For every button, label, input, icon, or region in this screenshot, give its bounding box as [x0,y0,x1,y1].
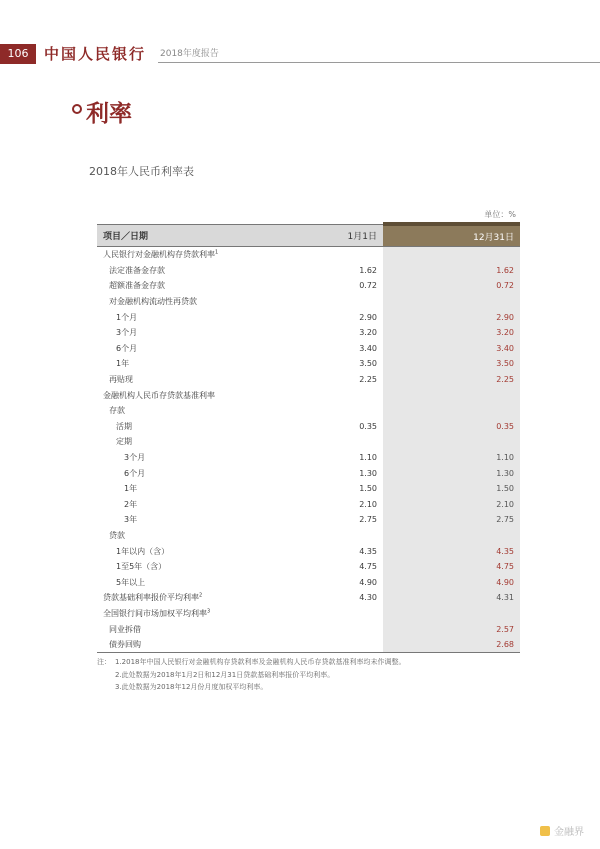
value-jan1: 4.90 [359,577,377,587]
value-jan1 [288,403,383,419]
row-label [97,387,288,403]
value-jan1 [288,294,383,310]
value-dec31: 3.40 [383,341,520,357]
row-label [97,621,288,637]
value-jan1: 1.30 [359,468,377,478]
value-jan1: 1.10 [359,453,377,463]
value-dec31: 3.20 [383,325,520,341]
table-row [97,387,520,403]
row-label-text: 1年 [124,484,138,494]
watermark-logo-icon [540,826,550,836]
footnote-1: 1.2018年中国人民银行对金融机构存贷款利率及金融机构人民币存贷款基准利率均未作调整。 [115,658,406,666]
row-label-text: 6个月 [116,343,138,353]
row-label [97,450,288,466]
section-title-text: 利率 [86,101,132,127]
row-label-text: 定期 [116,437,132,447]
table-row [97,341,520,357]
value-dec31: 1.30 [383,465,520,481]
row-label [97,512,288,528]
value-jan1: 2.10 [359,499,377,509]
table-caption: 2018年人民币利率表 [89,165,194,178]
row-label-text: 金融机构人民币存贷款基准利率 [103,390,215,400]
value-dec31 [383,528,520,544]
footnote-marker: 2 [199,592,203,599]
footnote-3: 3.此处数据为2018年12月份月度加权平均利率。 [115,683,268,691]
table-row [97,528,520,544]
value-dec31: 4.90 [383,574,520,590]
row-label-text: 5年以上 [116,577,146,587]
table-row [97,606,520,622]
footnote-marker: 3 [207,608,211,615]
row-label [97,309,288,325]
value-dec31: 1.10 [383,450,520,466]
row-label [97,574,288,590]
row-label-text: 3年 [124,515,138,525]
row-label [97,497,288,513]
value-dec31: 3.50 [383,356,520,372]
value-jan1 [288,247,383,263]
table-row [97,497,520,513]
value-dec31: 2.75 [383,512,520,528]
row-label-text: 2年 [124,499,138,509]
table-row [97,590,520,606]
table-header-row [97,224,520,247]
value-dec31: 2.68 [383,637,520,653]
value-dec31: 0.72 [383,278,520,294]
row-label-text: 债券回购 [109,640,141,650]
table-row [97,481,520,497]
row-label-text: 贷款基础利率报价平均利率 [103,593,199,603]
value-dec31 [383,434,520,450]
value-jan1: 1.62 [359,265,377,275]
table-row [97,356,520,372]
footnote-marker: 1 [215,249,219,256]
table-row [97,309,520,325]
row-label [97,372,288,388]
row-label-text: 超额准备金存款 [109,281,165,291]
interest-rate-table [97,222,520,653]
row-label [97,637,288,653]
unit-note: 单位：% [484,210,516,219]
table-row [97,294,520,310]
row-label [97,247,288,263]
row-label-text: 3个月 [116,328,138,338]
table-row [97,278,520,294]
value-jan1: 1.50 [359,484,377,494]
value-jan1: 2.75 [359,515,377,525]
row-label-text: 对金融机构流动性再贷款 [109,297,197,307]
report-name: 2018年度报告 [160,49,219,59]
value-jan1 [288,637,383,653]
value-dec31 [383,387,520,403]
value-jan1 [288,387,383,403]
value-jan1: 3.50 [359,359,377,369]
column-header-jan1: 1月1日 [288,224,383,247]
page-header [0,44,600,64]
table-row [97,574,520,590]
value-jan1: 4.35 [359,546,377,556]
row-label-text: 3个月 [124,453,146,463]
table-row [97,403,520,419]
header-rule [158,62,600,63]
value-jan1: 4.30 [359,593,377,603]
table-row [97,372,520,388]
value-dec31: 4.31 [383,590,520,606]
value-dec31: 4.75 [383,559,520,575]
table-row [97,247,520,263]
row-label-text: 1年以内（含） [116,546,170,556]
row-label [97,403,288,419]
table-row [97,559,520,575]
value-jan1: 0.35 [359,421,377,431]
value-dec31: 2.90 [383,309,520,325]
row-label-text: 再贴现 [109,375,133,385]
value-dec31: 2.25 [383,372,520,388]
value-jan1: 0.72 [359,281,377,291]
table-body [97,247,520,653]
row-label-text: 人民银行对金融机构存贷款利率 [103,250,215,260]
value-dec31: 2.10 [383,497,520,513]
value-jan1: 3.20 [359,328,377,338]
row-label [97,481,288,497]
value-dec31: 2.57 [383,621,520,637]
footnote-2: 2.此处数据为2018年1月2日和12月31日贷款基础利率报价平均利率。 [115,670,335,679]
row-label-text: 全国银行间市场加权平均利率 [103,608,207,618]
row-label [97,465,288,481]
row-label [97,434,288,450]
row-label-text: 活期 [116,421,132,431]
table-row [97,450,520,466]
row-label [97,590,288,606]
row-label [97,606,288,622]
column-header-dec31: 12月31日 [383,224,520,247]
row-label [97,528,288,544]
row-label [97,543,288,559]
table-row [97,263,520,279]
table-row [97,325,520,341]
row-label-text: 1个月 [116,312,138,322]
row-label-text: 法定准备金存款 [109,265,165,275]
value-dec31 [383,606,520,622]
row-label [97,356,288,372]
row-label-text: 1年 [116,359,130,369]
row-label-text: 贷款 [109,530,125,540]
row-label-text: 1至5年（含） [116,562,167,572]
footnote-lead: 注： [97,658,111,666]
column-header-item: 项目／日期 [97,224,288,247]
table-row [97,637,520,653]
value-jan1: 4.75 [359,562,377,572]
value-jan1: 3.40 [359,343,377,353]
bank-name-logo: 中国人民银行 [44,45,147,63]
value-jan1 [288,434,383,450]
row-label-text: 同业拆借 [109,624,141,634]
watermark-text: 金融界 [554,827,584,838]
value-dec31: 4.35 [383,543,520,559]
row-label [97,325,288,341]
row-label [97,263,288,279]
value-jan1: 2.90 [359,312,377,322]
page-number: 106 [0,44,36,64]
table-row [97,419,520,435]
row-label-text: 存款 [109,406,125,416]
table-row [97,465,520,481]
value-jan1 [288,606,383,622]
row-label [97,294,288,310]
row-label [97,341,288,357]
row-label [97,419,288,435]
value-jan1: 2.25 [359,375,377,385]
value-dec31: 1.50 [383,481,520,497]
table-row [97,512,520,528]
value-dec31 [383,294,520,310]
value-jan1 [288,528,383,544]
value-jan1 [288,621,383,637]
table-row [97,621,520,637]
watermark [540,823,584,837]
value-dec31 [383,247,520,263]
value-dec31: 1.62 [383,263,520,279]
table-row [97,434,520,450]
row-label [97,559,288,575]
row-label-text: 6个月 [124,468,146,478]
circle-bullet-icon [72,104,82,114]
row-label [97,278,288,294]
value-dec31: 0.35 [383,419,520,435]
value-dec31 [383,403,520,419]
table-row [97,543,520,559]
